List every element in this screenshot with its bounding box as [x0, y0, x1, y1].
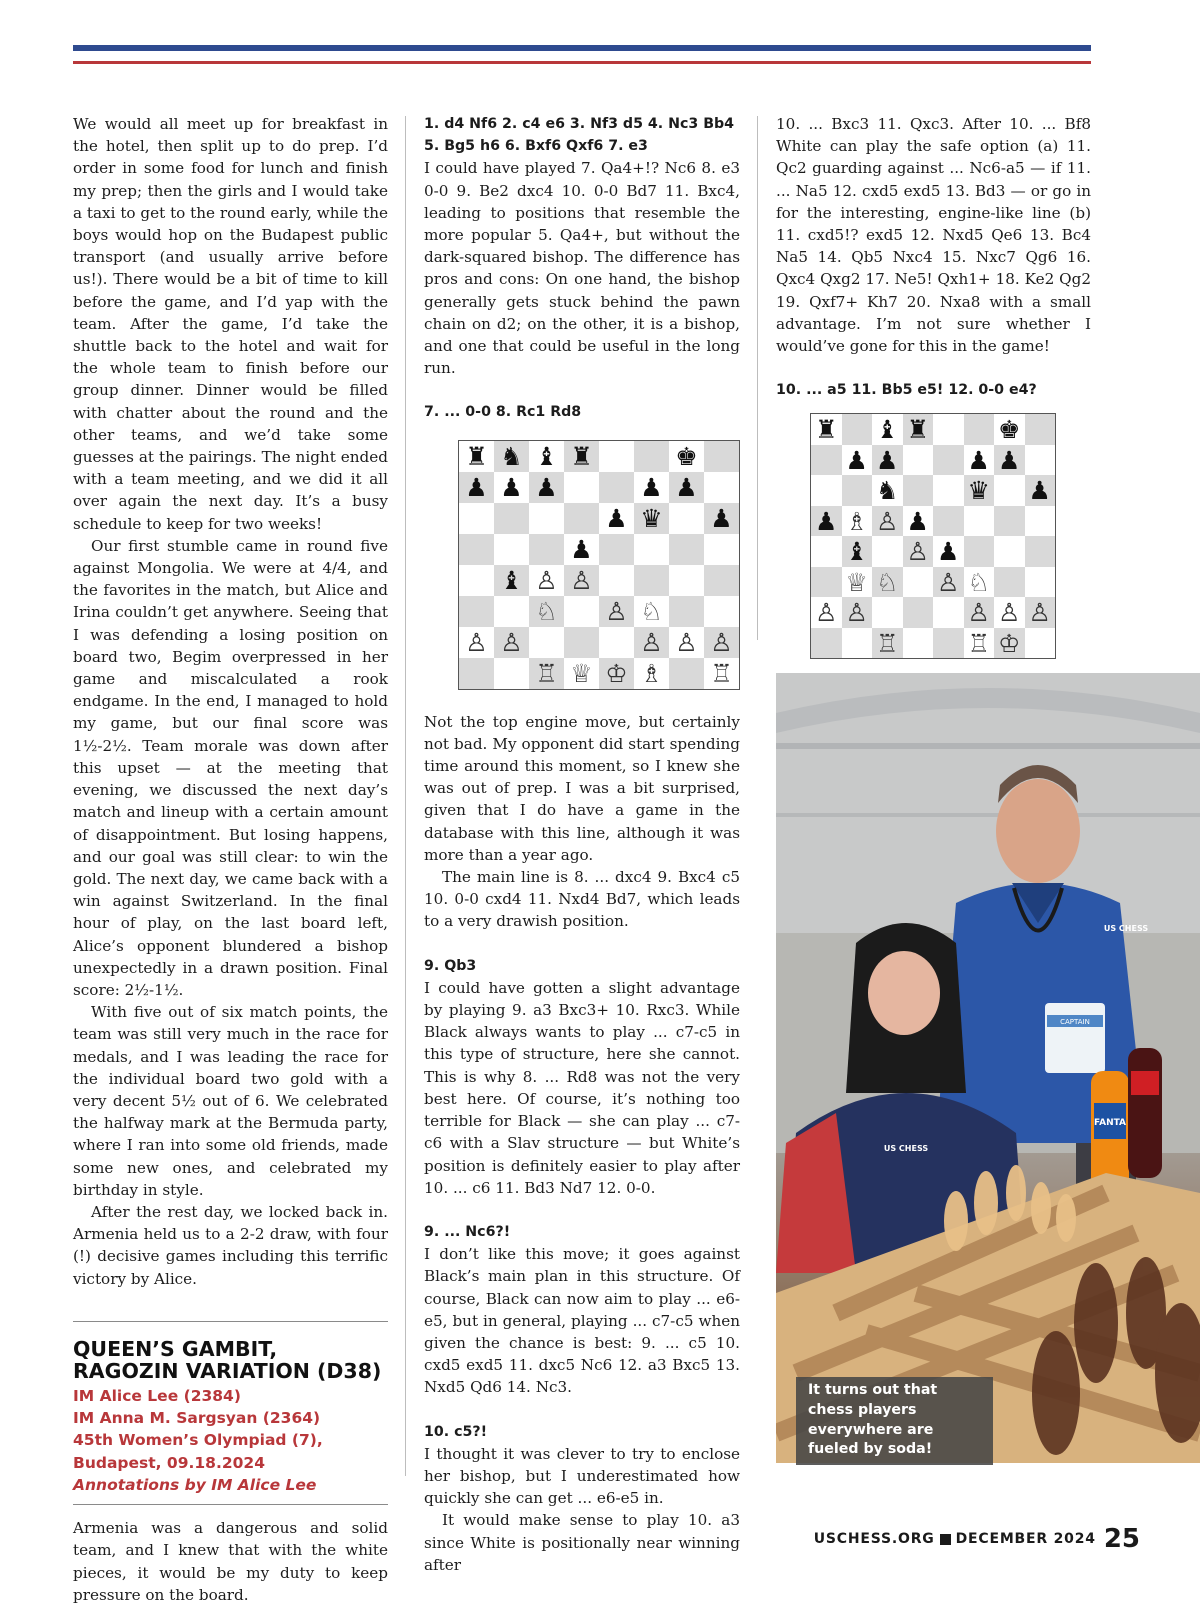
body-paragraph: I could have gotten a slight advantage by playing 9. a3 Bxc3+ 10. Rxc3. While Black always wants to play ... c7-c5 in this type of structure, here she cannot. This is why 8. ... Rd8 was not the very best here. Of course, it’s nothing too terrible for Black — she can play ... c7-c6 with a Slav structure — but White’s position is definitely easier to play after 10. ... c6 11. Bd3 Nd7 12. 0-0.: [424, 978, 740, 1197]
team-photo: [776, 673, 1200, 1463]
board-square: [529, 627, 564, 658]
body-paragraph: I don’t like this move; it goes against Black’s main plan in this structure. Of course, Black can now aim to play ... e6-e5, but in general, playing ... c7-c5 when given the chance is best: 9. ... c5 10. cxd5 exd5 11. dxc5 Nc6 12. a3 Bxc5 13. Nxd5 Qd6 14. Nc3.: [424, 1245, 740, 1397]
black-king-icon: ♚: [994, 414, 1025, 445]
body-paragraph: 10. ... Bxc3 11. Qxc3. After 10. ... Bf8 White can play the safe option (a) 11. Qc2 guarding against ... Nc6-a5 — if 11. ... Na5 12. cxd5 exd5 13. Bd3 — or go in for the interesting, engine-like line (b) 11. cxd5!? exd5 12. Nxd5 Qe6 13. Bc4 Na5 14. Qb5 Nxc4 15. Nxc7 Qg6 16. Qxc4 Qxg2 17. Ne5! Qxh1+ 18. Ke2 Qg2 19. Qxf7+ Kh7 20. Nxa8 with a small advantage. I’m not sure whether I would’ve gone for this in the game!: [776, 115, 1091, 356]
event-site-date: Budapest, 09.18.2024: [73, 1453, 265, 1472]
column-1: [73, 113, 388, 1606]
black-pawn-icon: ♟: [494, 472, 529, 503]
board-square: [669, 596, 704, 627]
black-bishop-icon: ♝: [842, 536, 873, 567]
board-square: [669, 658, 704, 689]
black-pawn-icon: ♟: [634, 472, 669, 503]
black-pawn-icon: ♟: [599, 503, 634, 534]
body-paragraph: We would all meet up for breakfast in the hotel, then split up to do prep. I’d order in some food for lunch and finish my prep; then the girls and I would take a taxi to get to the round early, while the boys would hop on the Budapest public transport (and usually arrive before us!). There would be a bit of time to kill before the game, and I’d yap with the team. After the game, I’d take the shuttle back to the hotel and wait for the whole team to finish before our group dinner. Dinner would be filled with chatter about the round and the other teams, and we’d take some guesses at the pairings. The night ended with a team meeting, and we did it all over again the next day. It’s a busy schedule to keep for two weeks!: [73, 115, 388, 533]
board-square: [964, 536, 995, 567]
board-square: [564, 596, 599, 627]
column-divider: [757, 116, 758, 640]
white-knight-icon: ♘: [964, 567, 995, 598]
black-pawn-icon: ♟: [994, 445, 1025, 476]
board-square: [872, 536, 903, 567]
board-square: [599, 534, 634, 565]
white-pawn-icon: ♙: [964, 597, 995, 628]
white-pawn-icon: ♙: [704, 627, 739, 658]
black-rook-icon: ♜: [903, 414, 934, 445]
board-square: [994, 567, 1025, 598]
board-square: [1025, 628, 1056, 659]
white-player: IM Alice Lee (2384): [73, 1386, 241, 1405]
white-queen-icon: ♕: [842, 567, 873, 598]
board-square: [964, 506, 995, 537]
board-square: [933, 414, 964, 445]
board-square: [933, 628, 964, 659]
body-paragraph: With five out of six match points, the team was still very much in the race for medals, and I was leading the race for the individual board two gold with a very decent 5½ out of 6. We celebrated the halfway mark at the Bermuda party, where I ran into some old friends, made some new ones, and celebrated my birthday in style.: [73, 1003, 388, 1199]
board-square: [994, 506, 1025, 537]
board-square: [903, 597, 934, 628]
white-bishop-icon: ♗: [634, 658, 669, 689]
white-queen-icon: ♕: [564, 658, 599, 689]
game-moves: 10. ... a5 11. Bb5 e5! 12. 0-0 e4?: [776, 382, 1037, 399]
white-pawn-icon: ♙: [494, 627, 529, 658]
black-pawn-icon: ♟: [564, 534, 599, 565]
board-square: [564, 503, 599, 534]
white-king-icon: ♔: [994, 628, 1025, 659]
board-square: [599, 441, 634, 472]
board-square: [494, 534, 529, 565]
white-pawn-icon: ♙: [842, 597, 873, 628]
board-square: [872, 597, 903, 628]
jacket-logo-text: US CHESS: [883, 1144, 929, 1153]
board-square: [494, 658, 529, 689]
board-square: [933, 597, 964, 628]
white-rook-icon: ♖: [529, 658, 564, 689]
chess-diagram-1: [458, 440, 740, 690]
soda-label: FANTA: [1093, 1118, 1127, 1128]
board-square: [964, 414, 995, 445]
board-square: [704, 472, 739, 503]
board-square: [903, 475, 934, 506]
board-square: [1025, 414, 1056, 445]
board-square: [1025, 536, 1056, 567]
white-knight-icon: ♘: [634, 596, 669, 627]
header-red-rule: [73, 61, 1091, 64]
black-pawn-icon: ♟: [872, 445, 903, 476]
board-square: [634, 441, 669, 472]
shirt-logo-text: US CHESS: [1103, 924, 1149, 933]
board-square: [529, 503, 564, 534]
board-square: [459, 658, 494, 689]
event-name: 45th Women’s Olympiad (7),: [73, 1431, 323, 1450]
board-square: [599, 565, 634, 596]
white-knight-icon: ♘: [872, 567, 903, 598]
footer-issue: DECEMBER 2024: [955, 1531, 1096, 1547]
cola-bottle: [1128, 1048, 1162, 1178]
board-square: [704, 596, 739, 627]
white-rook-icon: ♖: [872, 628, 903, 659]
body-paragraph: It would make sense to play 10. a3 since White is positionally near winning after: [424, 1511, 740, 1574]
board-square: [669, 534, 704, 565]
board-square: [704, 441, 739, 472]
badge-text: CAPTAIN: [1060, 1018, 1090, 1026]
white-pawn-icon: ♙: [669, 627, 704, 658]
board-square: [811, 445, 842, 476]
black-pawn-icon: ♟: [842, 445, 873, 476]
white-pawn-icon: ♙: [634, 627, 669, 658]
board-square: [933, 475, 964, 506]
board-square: [564, 472, 599, 503]
footer-site: USCHESS.ORG: [813, 1531, 935, 1547]
black-pawn-icon: ♟: [669, 472, 704, 503]
board-square: [704, 565, 739, 596]
black-knight-icon: ♞: [872, 475, 903, 506]
lanyard-badge: [1045, 1003, 1105, 1073]
board-square: [811, 536, 842, 567]
board-square: [842, 475, 873, 506]
black-pawn-icon: ♟: [1025, 475, 1056, 506]
black-queen-icon: ♛: [634, 503, 669, 534]
board-square: [494, 503, 529, 534]
annotator: Annotations by IM Alice Lee: [73, 1475, 317, 1494]
game-moves: 7. ... 0-0 8. Rc1 Rd8: [424, 404, 582, 421]
body-paragraph: Armenia was a dangerous and solid team, and I knew that with the white pieces, it would be my duty to keep pressure on the board.: [73, 1519, 388, 1604]
photo-illustration: [776, 673, 1200, 1463]
white-pawn-icon: ♙: [811, 597, 842, 628]
black-pawn-icon: ♟: [933, 536, 964, 567]
board-square: [704, 534, 739, 565]
board-square: [811, 475, 842, 506]
white-king-icon: ♔: [599, 658, 634, 689]
white-knight-icon: ♘: [529, 596, 564, 627]
board-square: [634, 534, 669, 565]
white-pawn-icon: ♙: [994, 597, 1025, 628]
board-square: [811, 628, 842, 659]
board-square: [903, 628, 934, 659]
black-bishop-icon: ♝: [494, 565, 529, 596]
black-pawn-icon: ♟: [459, 472, 494, 503]
column-3: [776, 113, 1091, 659]
black-pawn-icon: ♟: [704, 503, 739, 534]
footer-square-icon: [940, 1534, 951, 1545]
game-moves: 10. c5?!: [424, 1423, 488, 1440]
black-queen-icon: ♛: [964, 475, 995, 506]
body-paragraph: The main line is 8. ... dxc4 9. Bxc4 c5 10. 0-0 cxd4 11. Nxd4 Bd7, which leads to a very drawish position.: [424, 868, 740, 931]
board-square: [811, 567, 842, 598]
board-square: [459, 503, 494, 534]
board-square: [933, 506, 964, 537]
black-pawn-icon: ♟: [903, 506, 934, 537]
game-moves: 1. d4 Nf6 2. c4 e6 3. Nf3 d5 4. Nc3 Bb4 5. Bg5 h6 6. Bxf6 Qxf6 7. e3: [424, 116, 735, 155]
column-divider: [405, 116, 406, 1476]
white-rook-icon: ♖: [704, 658, 739, 689]
body-paragraph: Our first stumble came in round five against Mongolia. We were at 4/4, and the favorites in the match, but Alice and Irina couldn’t get anywhere. Seeing that I was defending a losing position on board two, Begim overpressed in her game and miscalculated a rook endgame. In the end, I managed to hold my game, but our final score was 1½-2½. Team morale was down after this upset — at the meeting that evening, we discussed the next day’s match and lineup with a certain amount of disappointment. But losing happens, and our goal was still clear: to win the gold. The next day, we came back with a win against Switzerland. In the final hour of play, on the last board left, Alice’s opponent blundered a bishop unexpectedly in a drawn position. Final score: 2½-1½.: [73, 536, 388, 999]
board-square: [599, 627, 634, 658]
board-square: [1025, 506, 1056, 537]
board-square: [669, 503, 704, 534]
page-footer: [760, 1524, 1140, 1554]
board-square: [903, 445, 934, 476]
black-pawn-icon: ♟: [811, 506, 842, 537]
black-rook-icon: ♜: [811, 414, 842, 445]
body-paragraph: I thought it was clever to try to enclose her bishop, but I underestimated how quickly she can get ... e6-e5 in.: [424, 1444, 740, 1508]
game-title: QUEEN’S GAMBIT, RAGOZIN VARIATION (D38): [73, 1336, 382, 1383]
black-king-icon: ♚: [669, 441, 704, 472]
board-square: [529, 534, 564, 565]
board-square: [564, 627, 599, 658]
board-square: [842, 414, 873, 445]
white-pawn-icon: ♙: [529, 565, 564, 596]
white-bishop-icon: ♗: [842, 506, 873, 537]
black-pawn-icon: ♟: [529, 472, 564, 503]
black-rook-icon: ♜: [459, 441, 494, 472]
white-pawn-icon: ♙: [903, 536, 934, 567]
white-pawn-icon: ♙: [564, 565, 599, 596]
game-moves: 9. Qb3: [424, 957, 477, 974]
board-square: [669, 565, 704, 596]
board-square: [842, 628, 873, 659]
black-pawn-icon: ♟: [964, 445, 995, 476]
game-box-top-rule: [73, 1321, 388, 1322]
board-square: [994, 475, 1025, 506]
board-square: [933, 445, 964, 476]
board-square: [494, 596, 529, 627]
body-paragraph: I could have played 7. Qa4+!? Nc6 8. e3 0-0 9. Be2 dxc4 10. 0-0 Bd7 11. Bxc4, leading to positions that resemble the more popular 5. Qa4+, but without the dark-squared bishop. The difference has pros and cons: On one hand, the bishop generally gets stuck behind the pawn chain on d2; on the other, it is a bishop, and one that could be useful in the long run.: [424, 159, 740, 378]
board-square: [459, 534, 494, 565]
black-rook-icon: ♜: [564, 441, 599, 472]
white-pawn-icon: ♙: [459, 627, 494, 658]
black-bishop-icon: ♝: [872, 414, 903, 445]
board-square: [1025, 567, 1056, 598]
black-player: IM Anna M. Sargsyan (2364): [73, 1409, 321, 1428]
board-square: [459, 596, 494, 627]
chess-diagram-2: [810, 413, 1056, 659]
board-square: [599, 472, 634, 503]
board-square: [903, 567, 934, 598]
board-square: [459, 565, 494, 596]
page-number: 25: [1103, 1524, 1140, 1554]
white-pawn-icon: ♙: [933, 567, 964, 598]
black-knight-icon: ♞: [494, 441, 529, 472]
white-pawn-icon: ♙: [1025, 597, 1056, 628]
board-square: [1025, 445, 1056, 476]
white-rook-icon: ♖: [964, 628, 995, 659]
body-paragraph: Not the top engine move, but certainly not bad. My opponent did start spending time around this moment, so I knew she was out of prep. I was a bit surprised, given that I do have a game in the database with this line, although it was more than a year ago.: [424, 712, 740, 864]
white-pawn-icon: ♙: [872, 506, 903, 537]
black-bishop-icon: ♝: [529, 441, 564, 472]
game-moves: 9. ... Nc6?!: [424, 1223, 511, 1240]
board-square: [634, 565, 669, 596]
photo-caption: It turns out that chess players everywhere are fueled by soda!: [796, 1377, 993, 1465]
white-pawn-icon: ♙: [599, 596, 634, 627]
body-paragraph: After the rest day, we locked back in. Armenia held us to a 2-2 draw, with four (!) decisive games including this terrific victory by Alice.: [73, 1202, 388, 1288]
board-square: [994, 536, 1025, 567]
column-2: [424, 113, 740, 1576]
header-blue-rule: [73, 45, 1091, 51]
